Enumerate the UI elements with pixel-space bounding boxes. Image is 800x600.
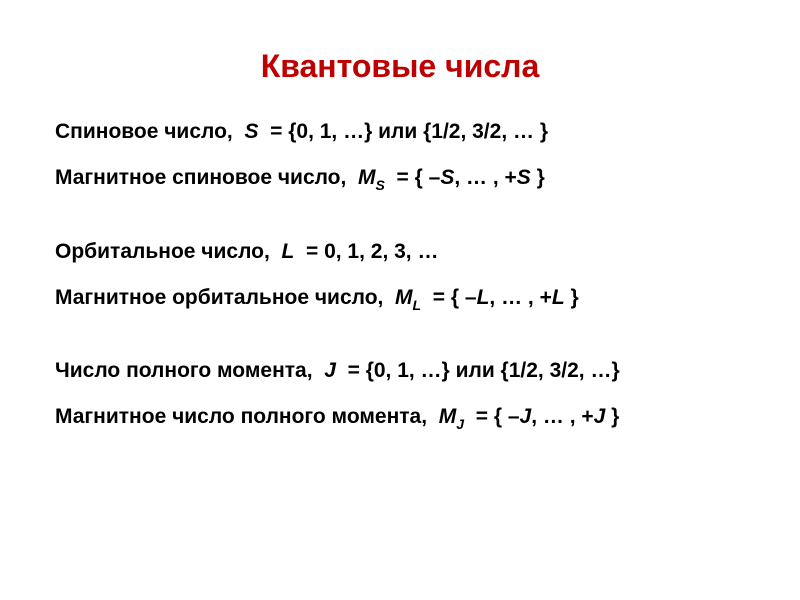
total-momentum-symbol: J: [324, 359, 336, 382]
spin-number-line: [55, 118, 548, 146]
magnetic-total-min: J: [519, 405, 532, 428]
spin-values: = {0, 1, …} или {1/2, 3/2, … }: [270, 120, 548, 143]
magnetic-total-mid: , … , +: [531, 405, 594, 428]
magnetic-orbital-label: Магнитное орбитальное число,: [55, 286, 384, 309]
magnetic-total-symbol: M: [438, 405, 457, 428]
magnetic-spin-symbol: M: [358, 166, 376, 189]
magnetic-orbital-max: L: [551, 286, 565, 309]
magnetic-spin-close: }: [536, 166, 545, 189]
magnetic-spin-min: S: [440, 166, 455, 189]
magnetic-total-subscript: J: [456, 416, 465, 432]
orbital-values: = 0, 1, 2, 3, …: [305, 240, 439, 263]
magnetic-orbital-eq-open: = { –: [432, 286, 477, 309]
magnetic-spin-subscript: S: [375, 177, 385, 193]
magnetic-spin-eq-open: = { –: [396, 166, 441, 189]
orbital-symbol: L: [281, 240, 295, 263]
total-momentum-label: Число полного момента,: [55, 359, 313, 382]
magnetic-spin-mid: , … , +: [454, 166, 517, 189]
spin-number-label: Спиновое число,: [55, 120, 233, 143]
spin-symbol: S: [244, 120, 259, 143]
magnetic-total-line: [55, 403, 619, 432]
magnetic-total-label: Магнитное число полного момента,: [55, 405, 428, 428]
total-momentum-line: [55, 357, 620, 385]
magnetic-total-max: J: [593, 405, 606, 428]
magnetic-orbital-close: }: [570, 286, 579, 309]
magnetic-orbital-symbol: M: [395, 286, 413, 309]
orbital-number-label: Орбитальное число,: [55, 240, 270, 263]
magnetic-total-eq-open: = { –: [475, 405, 520, 428]
orbital-number-line: [55, 238, 438, 266]
magnetic-spin-label: Магнитное спиновое число,: [55, 166, 347, 189]
slide-title: Квантовые числа: [260, 48, 540, 84]
magnetic-orbital-min: L: [476, 286, 490, 309]
total-momentum-values: = {0, 1, …} или {1/2, 3/2, …}: [347, 359, 620, 382]
magnetic-orbital-line: [55, 284, 579, 313]
magnetic-orbital-subscript: L: [412, 297, 422, 313]
magnetic-total-close: }: [611, 405, 620, 428]
magnetic-orbital-mid: , … , +: [489, 286, 552, 309]
magnetic-spin-line: [55, 164, 545, 193]
magnetic-spin-max: S: [516, 166, 531, 189]
